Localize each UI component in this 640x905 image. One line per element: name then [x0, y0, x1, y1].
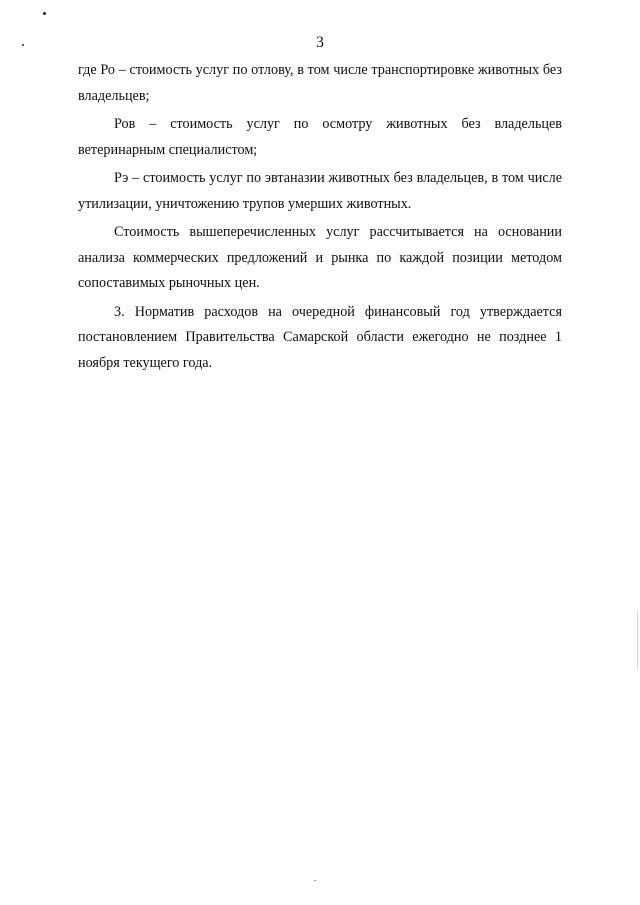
paragraph-item-3: 3. Норматив расходов на очередной финансовый год утверждается постановлением Правительства Самарской области ежегодно не позднее 1 ноября текущего года. [78, 303, 562, 371]
paragraph-ro-definition: где Ро – стоимость услуг по отлову, в том числе транспортировке животных без владельцев; [78, 62, 562, 104]
paragraph-rov-definition: Ров – стоимость услуг по осмотру животных без владельцев ветеринарным специалистом; [78, 116, 562, 158]
scan-edge-line [637, 610, 638, 670]
scan-speck [43, 12, 46, 15]
paragraph-re-definition: Рэ – стоимость услуг по эвтаназии животных без владельцев, в том числе утилизации, уничтожению трупов умерших животных. [78, 170, 562, 212]
scan-speck [314, 880, 316, 881]
paragraph-cost-calculation: Стоимость вышеперечисленных услуг рассчитывается на основании анализа коммерческих предложений и рынка по каждой позиции методом сопоставимых рыночных цен. [78, 224, 562, 291]
page-number: 3 [316, 34, 324, 51]
document-body [78, 58, 562, 379]
